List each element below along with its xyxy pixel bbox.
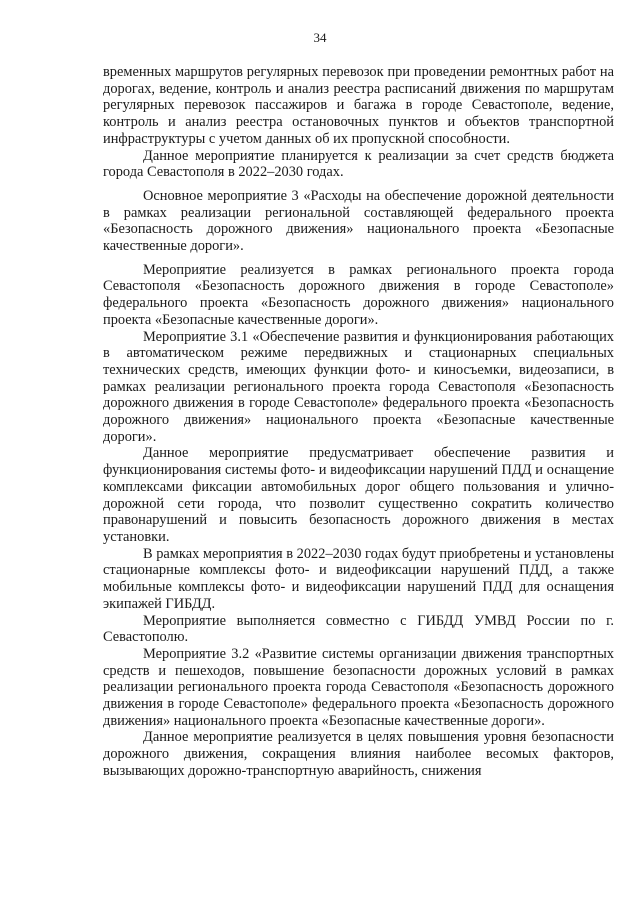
paragraph-main-activity-3: Основное мероприятие 3 «Расходы на обеспечение дорожной деятельности в рамках реализации региональной составляющей федерального проекта «Безопасность дорожного движения» национального проекта «Безопасные качественные дороги». <box>103 187 614 255</box>
document-body <box>103 64 614 780</box>
paragraph-activity-3-1-description: Данное мероприятие предусматривает обеспечение развития и функционирования системы фото- и видеофиксации нарушений ПДД и оснащение комплексами фиксации автомобильных дорог общего пользования и улично-дорожной сети города, что позволит существенно сократить количество правонарушений и повысить безопасность дорожного движения в местах установки. <box>103 445 614 545</box>
paragraph-regional-project: Мероприятие реализуется в рамках регионального проекта города Севастополя «Безопасность дорожного движения в городе Севастополе» федерального проекта «Безопасность дорожного движения» национального проекта «Безопасные качественные дороги». <box>103 261 614 328</box>
paragraph-continuation: временных маршрутов регулярных перевозок при проведении ремонтных работ на дорогах, ведение, контроль и анализ реестра расписаний движения по маршрутам регулярных перевозок пассажиров и багажа в городе Севастополе, ведение, контроль и анализ реестра остановочных пунктов и объектов транспортной инфраструктуры с учетом данных об их пропускной способности. <box>103 64 614 147</box>
paragraph-activity-3-1: Мероприятие 3.1 «Обеспечение развития и функционирования работающих в автоматическом режиме передвижных и стационарных специальных технических средств, имеющих функции фото- и киносъемки, видеозаписи, в рамках реализации регионального проекта города Севастополя «Безопасность дорожного движения в городе Севастополе» федерального проекта «Безопасность дорожного движения» национального проекта «Безопасные качественные дороги». <box>103 328 614 445</box>
paragraph-activity-3-2: Мероприятие 3.2 «Развитие системы организации движения транспортных средств и пешеходов, повышение безопасности дорожных условий в рамках реализации регионального проекта города Севастополя «Безопасность дорожного движения в городе Севастополе» федерального проекта «Безопасность дорожного движения» национального проекта «Безопасные качественные дороги». <box>103 645 614 729</box>
paragraph-activity-3-1-partner: Мероприятие выполняется совместно с ГИБДД УМВД России по г. Севастополю. <box>103 612 614 646</box>
paragraph-funding: Данное мероприятие планируется к реализации за счет средств бюджета города Севастополя в 2022–2030 годах. <box>103 147 614 181</box>
paragraph-activity-3-1-plans: В рамках мероприятия в 2022–2030 годах будут приобретены и установлены стационарные комплексы фото- и видеофиксации нарушений ПДД, а также мобильные комплексы фото- и видеофиксации нарушений ПДД для оснащения экипажей ГИБДД. <box>103 545 614 612</box>
page-number: 34 <box>313 30 327 45</box>
paragraph-activity-3-2-description: Данное мероприятие реализуется в целях повышения уровня безопасности дорожного движения, сокращения влияния наиболее весомых факторов, вызывающих дорожно-транспортную аварийность, снижения <box>103 729 614 779</box>
